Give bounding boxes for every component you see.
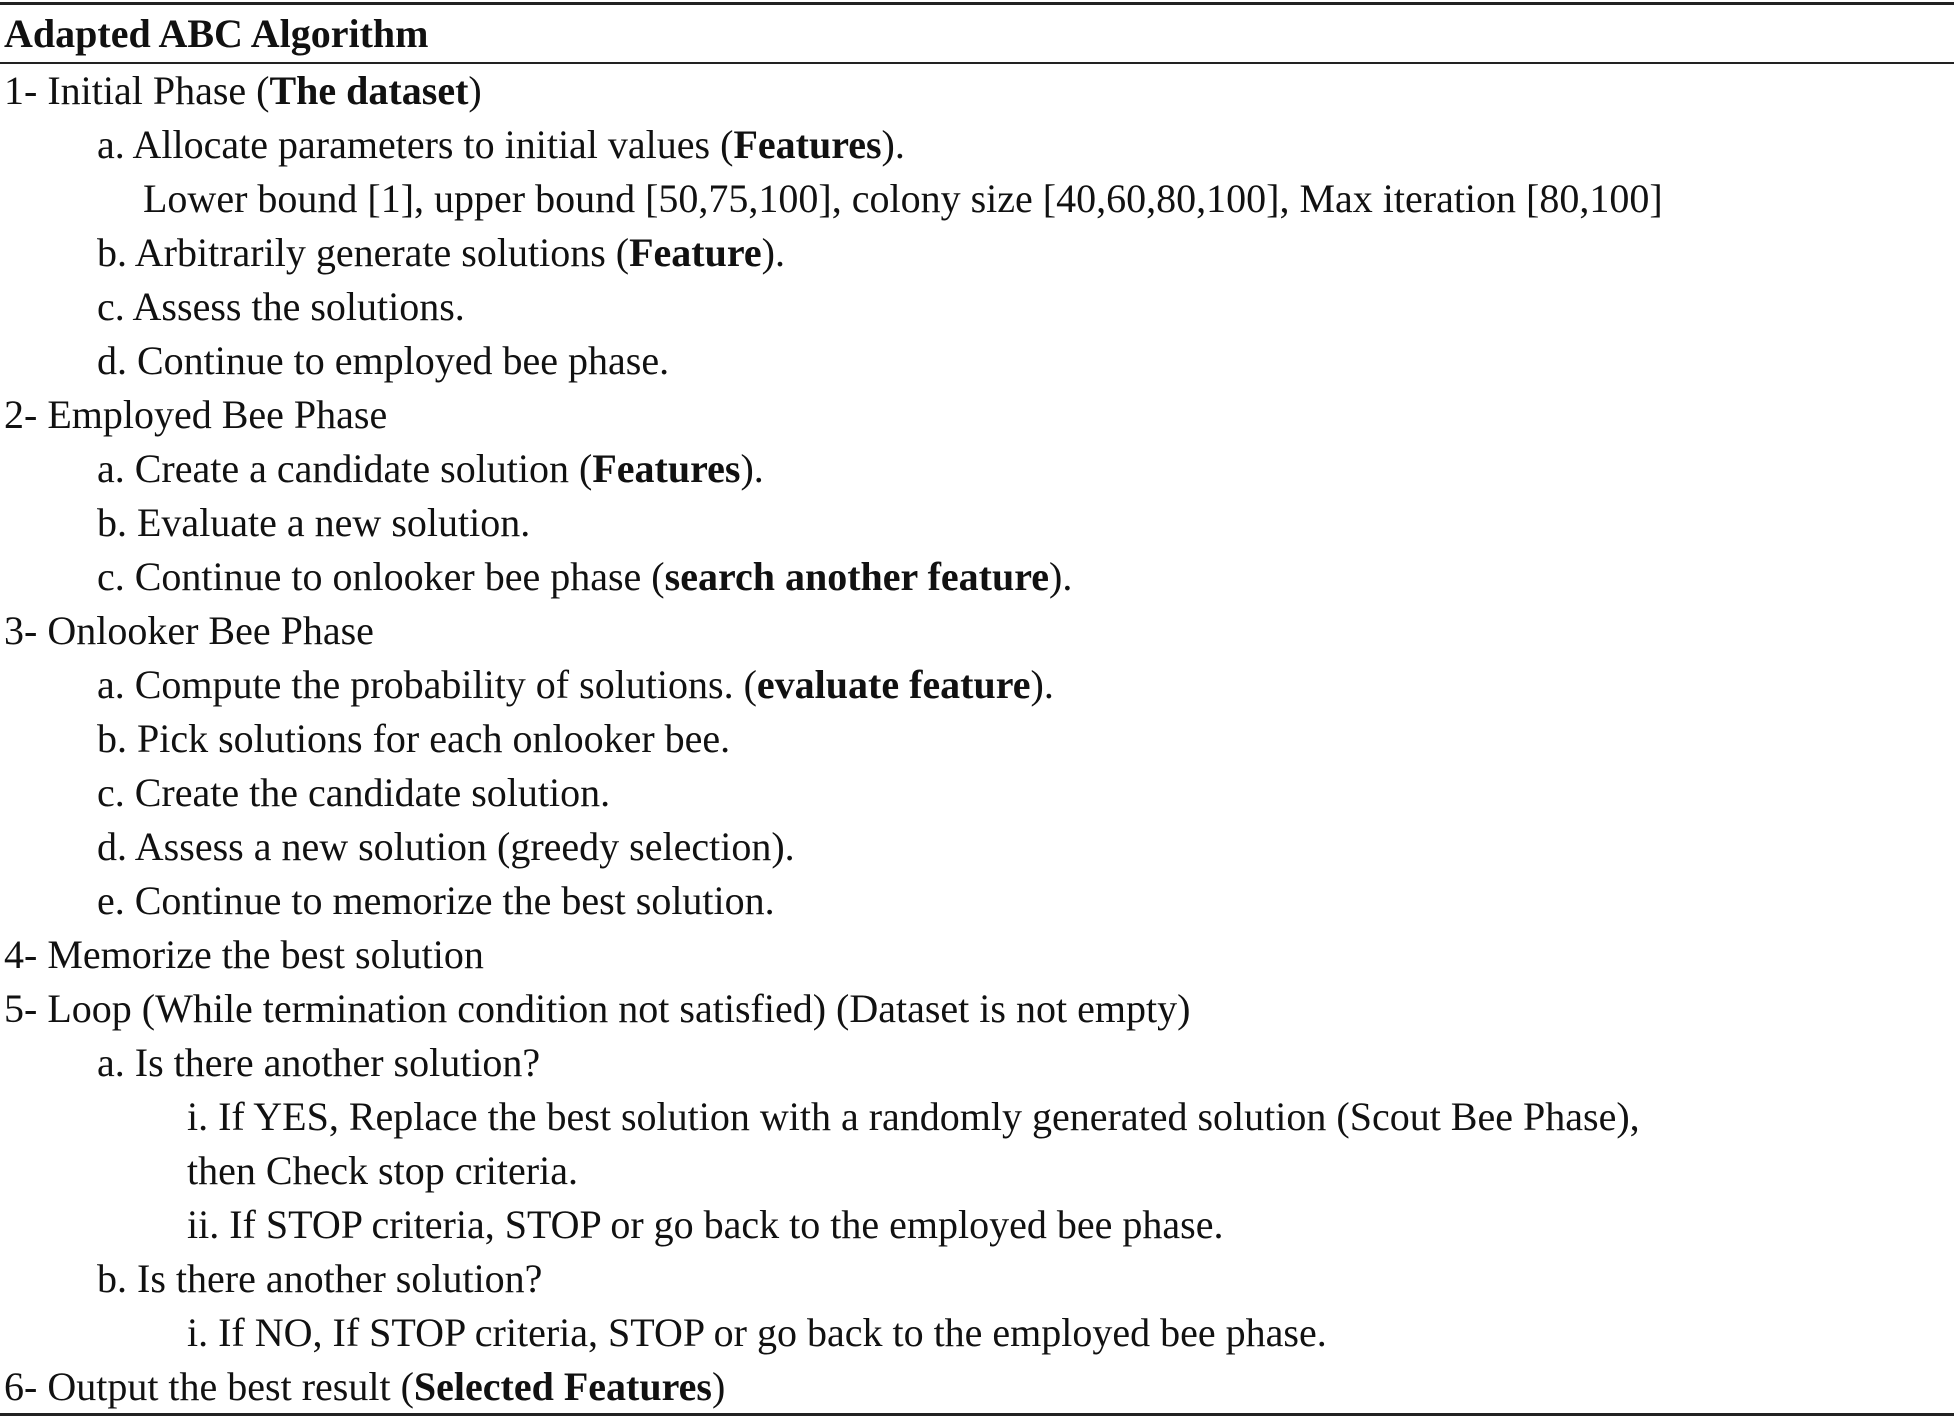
step-text: ) [468,68,482,113]
algorithm-step-line [0,820,1954,874]
step-text: b. Evaluate a new solution. [97,500,531,545]
step-text: ) [711,1364,726,1409]
step-text: ii. If STOP criteria, STOP or go back to the employed bee phase. [187,1202,1224,1247]
step-text: b. Arbitrarily generate solutions ( [97,230,630,275]
algorithm-step-line [0,1144,1954,1198]
algorithm-step-line [0,712,1954,766]
algorithm-title: Adapted ABC Algorithm [4,11,429,56]
algorithm-step-line [0,226,1954,280]
step-text: e. Continue to memorize the best solution. [97,878,775,923]
bold-text: Features [592,446,741,491]
algorithm-step-line [0,604,1954,658]
step-text: d. Continue to employed bee phase. [97,338,670,383]
algorithm-steps [0,64,1954,1414]
step-text: ). [881,122,905,167]
step-text: ). [1030,662,1054,707]
algorithm-step-line [0,1360,1954,1414]
algorithm-step-line [0,64,1954,118]
bottom-rule [0,1413,1954,1416]
bold-text: evaluate feature [756,662,1031,707]
step-text: 4- Memorize the best solution [4,932,484,977]
step-text: d. Assess a new solution (greedy selection). [97,824,795,869]
step-text: c. Continue to onlooker bee phase ( [97,554,665,599]
step-text: ). [740,446,764,491]
algorithm-step-line [0,442,1954,496]
bold-text: Features [733,122,882,167]
step-text: Lower bound [1], upper bound [50,75,100], colony size [40,60,80,100], Max iteration [80,100] [143,176,1663,221]
bold-text: Selected Features [413,1364,712,1409]
algorithm-step-line [0,118,1954,172]
algorithm-step-line [0,928,1954,982]
algorithm-step-line [0,1252,1954,1306]
algorithm-step-line [0,874,1954,928]
step-text: a. Compute the probability of solutions. ( [97,662,757,707]
algorithm-step-line [0,1306,1954,1360]
step-text: a. Is there another solution? [97,1040,541,1085]
bold-text: The dataset [269,68,469,113]
algorithm-step-line [0,550,1954,604]
algorithm-step-line [0,766,1954,820]
step-text: 1- Initial Phase ( [4,68,270,113]
algorithm-step-line [0,388,1954,442]
step-text: b. Is there another solution? [97,1256,543,1301]
step-text: 3- Onlooker Bee Phase [4,608,374,653]
algorithm-step-line [0,496,1954,550]
algorithm-step-line [0,280,1954,334]
step-text: a. Allocate parameters to initial values ( [97,122,734,167]
algorithm-step-line [0,172,1954,226]
step-text: c. Create the candidate solution. [97,770,611,815]
top-rule [0,2,1954,5]
bold-text: search another feature [664,554,1049,599]
step-text: then Check stop criteria. [187,1148,578,1193]
algorithm-step-line [0,334,1954,388]
step-text: 5- Loop (While termination condition not satisfied) (Dataset is not empty) [4,986,1191,1031]
algorithm-step-line [0,982,1954,1036]
step-text: 2- Employed Bee Phase [4,392,388,437]
algorithm-step-line [0,658,1954,712]
algorithm-step-line [0,1090,1954,1144]
step-text: ). [1049,554,1073,599]
step-text: ). [761,230,785,275]
step-text: i. If YES, Replace the best solution with a randomly generated solution (Scout Bee Phase), [187,1094,1640,1139]
step-text: 6- Output the best result ( [4,1364,414,1409]
step-text: a. Create a candidate solution ( [97,446,593,491]
algorithm-step-line [0,1198,1954,1252]
step-text: i. If NO, If STOP criteria, STOP or go back to the employed bee phase. [187,1310,1327,1355]
step-text: c. Assess the solutions. [97,284,465,329]
step-text: b. Pick solutions for each onlooker bee. [97,716,731,761]
algorithm-step-line [0,1036,1954,1090]
bold-text: Feature [629,230,762,275]
